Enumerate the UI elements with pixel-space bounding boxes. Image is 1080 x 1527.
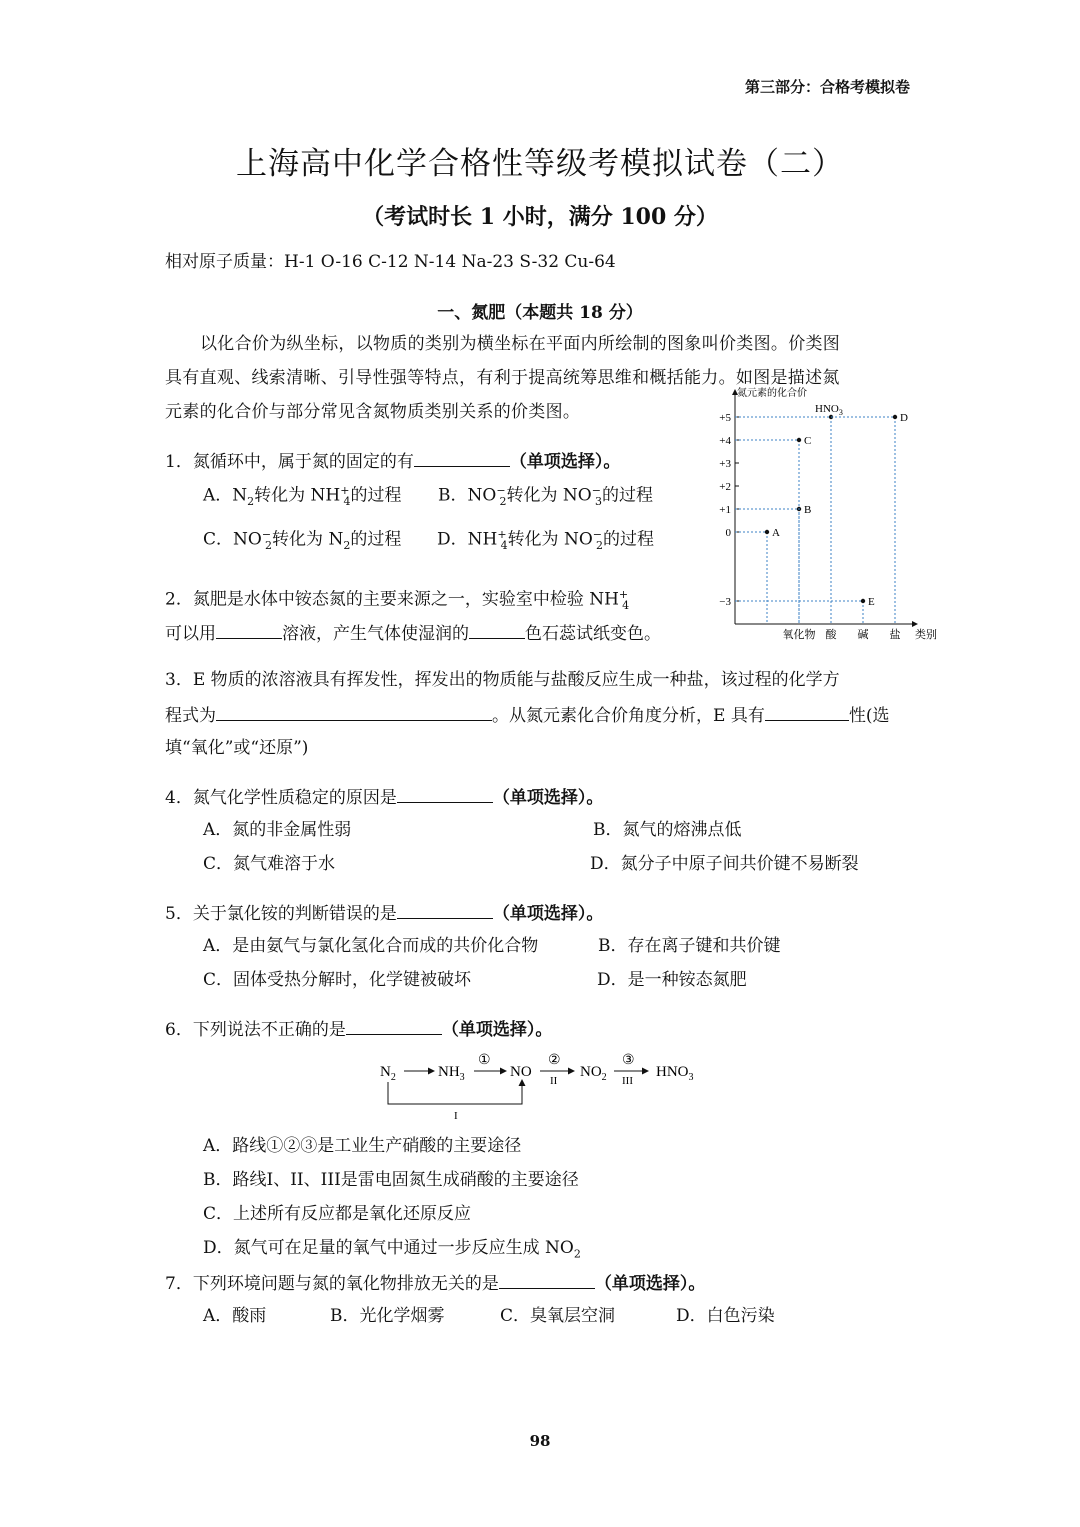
- valence-class-chart: [705, 384, 945, 646]
- x-category-label: 盐: [889, 629, 901, 641]
- point-a: [765, 530, 769, 534]
- question-7: 7．下列环境问题与氮的氧化物排放无关的是 （单项选择）。: [165, 1274, 706, 1294]
- q2-blank-2[interactable]: [469, 622, 525, 639]
- intro-line-2: 具有直观、线索清晰、引导性强等特点，有利于提高统筹思维和概括能力。如图是描述氮: [165, 368, 840, 388]
- reaction-scheme: [370, 1046, 710, 1124]
- intro-line-3: 元素的化合价与部分常见含氮物质类别关系的价类图。: [165, 402, 581, 422]
- y-tick-label: +5: [719, 412, 731, 424]
- y-axis-label: 氮元素的化合价: [737, 388, 807, 399]
- question-2-line-1: 2．氮肥是水体中铵态氮的主要来源之一，实验室中检验 $NH^+_4$: [165, 588, 630, 613]
- question-2-line-2: 可以用 溶液，产生气体使湿润的 色石蕊试纸变色。: [165, 624, 661, 644]
- scheme-no: NO: [510, 1064, 532, 1080]
- q4-option-c[interactable]: C．氮气难溶于水: [203, 854, 336, 874]
- x-category-label: 氧化物: [782, 629, 816, 641]
- scheme-n2: $N_2$: [380, 1064, 396, 1083]
- point-label-b: B: [804, 504, 812, 516]
- q4-option-d[interactable]: D．氮分子中原子间共价键不易断裂: [590, 854, 859, 874]
- atomic-mass: 相对原子质量：H-1 O-16 C-12 N-14 Na-23 S-32 Cu-64: [165, 252, 616, 272]
- point-label-d: D: [900, 412, 908, 424]
- q1-answer-blank[interactable]: [414, 450, 510, 467]
- question-3-line-1: 3．E 物质的浓溶液具有挥发性，挥发出的物质能与盐酸反应生成一种盐，该过程的化学方: [165, 670, 840, 690]
- scheme-nh3: $NH_3$: [438, 1064, 465, 1083]
- point-label-c: C: [804, 435, 812, 447]
- scheme-route-III: III: [622, 1075, 633, 1087]
- q7-option-c[interactable]: C．臭氧层空洞: [500, 1306, 616, 1326]
- question-3-line-3: 填“氧化”或“还原”): [165, 738, 309, 758]
- scheme-route-2: ②: [548, 1053, 561, 1068]
- point-label-e: E: [868, 596, 875, 608]
- scheme-route-II: II: [550, 1075, 558, 1087]
- page-title: 上海高中化学合格性等级考模拟试卷（二）: [236, 146, 844, 182]
- x-axis-label: 类别: [915, 629, 937, 641]
- point-label-a: A: [772, 527, 780, 539]
- q5-option-a[interactable]: A．是由氨气与氯化氢化合而成的共价化合物: [203, 936, 539, 956]
- q5-answer-blank[interactable]: [397, 902, 493, 919]
- x-category-label: 碱: [857, 629, 869, 641]
- point-label-hno3: $HNO_3$: [815, 403, 843, 417]
- page-subtitle: （考试时长 1 小时，满分 100 分）: [362, 204, 718, 230]
- scheme-route-3: ③: [622, 1053, 635, 1068]
- y-tick-label: 0: [725, 527, 731, 539]
- q4-option-a[interactable]: A．氮的非金属性弱: [203, 820, 352, 840]
- q7-option-b[interactable]: B．光化学烟雾: [330, 1306, 445, 1326]
- q6-answer-blank[interactable]: [346, 1018, 442, 1035]
- q4-option-b[interactable]: B．氮气的熔沸点低: [593, 820, 742, 840]
- q2-blank-1[interactable]: [216, 622, 282, 639]
- point-c: [797, 438, 801, 442]
- q6-option-c[interactable]: C．上述所有反应都是氧化还原反应: [203, 1204, 472, 1224]
- q6-option-b[interactable]: B．路线I、II、III是雷电固氮生成硝酸的主要途径: [203, 1170, 579, 1190]
- scheme-no2: $NO_2$: [580, 1064, 607, 1083]
- header-part-label: 第三部分：合格考模拟卷: [744, 78, 910, 96]
- q5-option-c[interactable]: C．固体受热分解时，化学键被破坏: [203, 970, 472, 990]
- scheme-route-1: ①: [478, 1053, 491, 1068]
- q3-property-blank[interactable]: [765, 704, 849, 721]
- y-tick-label: +1: [719, 504, 731, 516]
- q5-option-d[interactable]: D．是一种铵态氮肥: [597, 970, 747, 990]
- question-5: 5．关于氯化铵的判断错误的是 （单项选择）。: [165, 904, 604, 924]
- y-tick-label: +4: [719, 435, 731, 447]
- q7-option-a[interactable]: A．酸雨: [203, 1306, 267, 1326]
- point-e: [861, 599, 865, 603]
- q6-option-d[interactable]: D．氮气可在足量的氧气中通过一步反应生成 $NO_2$: [203, 1238, 581, 1261]
- scheme-hno3: $HNO_3$: [656, 1064, 694, 1083]
- question-6: 6．下列说法不正确的是 （单项选择）。: [165, 1020, 553, 1040]
- y-tick-label: −3: [719, 596, 731, 608]
- question-1: 1．氮循环中，属于氮的固定的有 （单项选择）。: [165, 452, 621, 472]
- q1-option-c[interactable]: C．$NO^-_2$转化为 $N_2$的过程: [203, 528, 402, 553]
- q1-option-b[interactable]: B．$NO^-_2$转化为 $NO^-_3$的过程: [438, 484, 653, 509]
- point-d: [893, 415, 897, 419]
- question-3-line-2: 程式为 。从氮元素化合价角度分析，E 具有 性(选: [165, 706, 890, 726]
- x-category-label: 酸: [825, 629, 837, 641]
- q4-answer-blank[interactable]: [397, 786, 493, 803]
- question-4: 4．氮气化学性质稳定的原因是 （单项选择）。: [165, 788, 604, 808]
- q1-option-a[interactable]: A．$N_2$转化为 $NH^+_4$的过程: [203, 484, 402, 509]
- q7-option-d[interactable]: D．白色污染: [676, 1306, 775, 1326]
- section-title: 一、氮肥（本题共 18 分）: [437, 303, 643, 323]
- y-tick-label: +2: [719, 481, 731, 493]
- q7-answer-blank[interactable]: [499, 1272, 595, 1289]
- scheme-route-I: I: [454, 1110, 458, 1122]
- intro-line-1: 以化合价为纵坐标，以物质的类别为横坐标在平面内所绘制的图象叫价类图。价类图: [200, 334, 841, 354]
- y-tick-label: +3: [719, 458, 731, 470]
- q5-option-b[interactable]: B．存在离子键和共价键: [598, 936, 781, 956]
- q3-equation-blank[interactable]: [216, 704, 492, 721]
- q6-option-a[interactable]: A．路线①②③是工业生产硝酸的主要途径: [203, 1136, 522, 1156]
- page-number: 98: [529, 1432, 551, 1450]
- q1-option-d[interactable]: D．$NH^+_4$转化为 $NO^-_2$的过程: [437, 528, 654, 553]
